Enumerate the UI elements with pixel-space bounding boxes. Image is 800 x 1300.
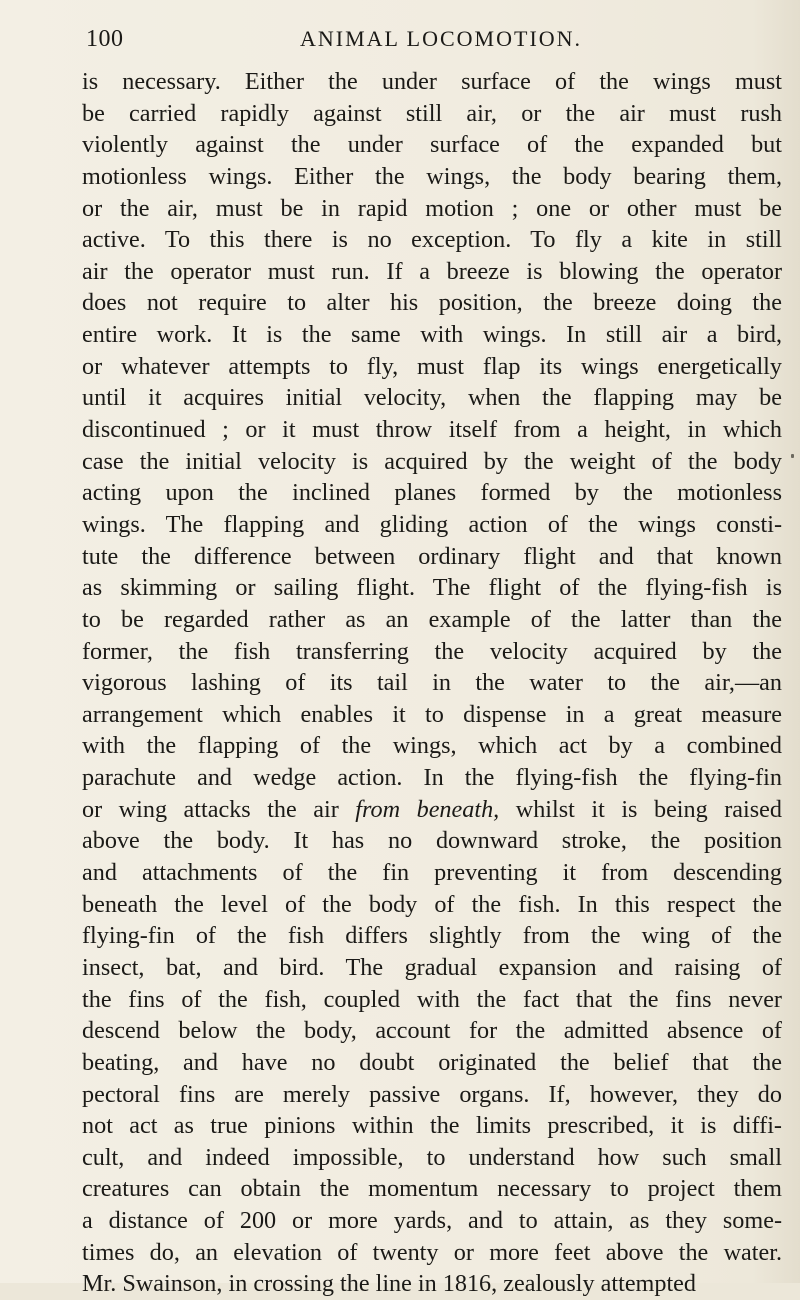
- text-line: pectoral fins are merely passive organs. If, however, they do: [82, 1080, 782, 1108]
- text-line: with the flapping of the wings, which act by a combined: [82, 732, 782, 760]
- text-line: air the operator must run. If a breeze is blowing the operator: [82, 257, 782, 285]
- text-fragment: whilst it is being raised: [499, 795, 782, 823]
- text-line: the fins of the fish, coupled with the fact that the fins never: [82, 985, 782, 1013]
- text-line: beneath the level of the body of the fish. In this respect the: [82, 890, 782, 918]
- text-line: or whatever attempts to fly, must flap its wings energetically: [82, 352, 782, 380]
- text-line: to be regarded rather as an example of the latter than the: [82, 605, 782, 633]
- text-line: flying-fin of the fish differs slightly from the wing of the: [82, 922, 782, 950]
- page-number: 100: [86, 26, 124, 52]
- text-line: a distance of 200 or more yards, and to attain, as they some-: [82, 1207, 782, 1235]
- text-line: discontinued ; or it must throw itself from a height, in which: [82, 416, 782, 444]
- text-line: times do, an elevation of twenty or more feet above the water.: [82, 1238, 782, 1266]
- running-title: ANIMAL LOCOMOTION.: [300, 26, 583, 51]
- text-line: or the air, must be in rapid motion ; one or other must be: [82, 194, 782, 222]
- margin-mark: [791, 454, 794, 458]
- text-line: until it acquires initial velocity, when the flapping may be: [82, 384, 782, 412]
- text-line: descend below the body, account for the admitted absence of: [82, 1017, 782, 1045]
- text-line: acting upon the inclined planes formed by the motionless: [82, 479, 782, 507]
- emphasis-text: from beneath,: [355, 795, 500, 823]
- text-line: arrangement which enables it to dispense in a great measure: [82, 700, 782, 728]
- text-line: entire work. It is the same with wings. In still air a bird,: [82, 321, 782, 349]
- text-line-with-emphasis: [82, 794, 782, 826]
- text-line: not act as true pinions within the limits prescribed, it is diffi-: [82, 1112, 782, 1140]
- text-line: above the body. It has no downward stroke, the position: [82, 827, 782, 855]
- text-line: Mr. Swainson, in crossing the line in 1816, zealously attempted: [82, 1270, 697, 1298]
- text-line: does not require to alter his position, the breeze doing the: [82, 289, 782, 317]
- text-line: creatures can obtain the momentum necessary to project them: [82, 1175, 782, 1203]
- text-line: beating, and have no doubt originated the belief that the: [82, 1048, 782, 1076]
- text-line: as skimming or sailing flight. The flight of the flying-fish is: [82, 574, 782, 602]
- text-line: parachute and wedge action. In the flying-fish the flying-fin: [82, 764, 782, 792]
- text-line: be carried rapidly against still air, or the air must rush: [82, 99, 782, 127]
- text-line: tute the difference between ordinary flight and that known: [82, 542, 782, 570]
- text-line: active. To this there is no exception. To fly a kite in still: [82, 226, 782, 254]
- page-header: [86, 22, 726, 56]
- text-line: cult, and indeed impossible, to understand how such small: [82, 1143, 782, 1171]
- text-line: and attachments of the fin preventing it from descending: [82, 859, 782, 887]
- text-line: wings. The flapping and gliding action of the wings consti-: [82, 510, 782, 538]
- text-line: motionless wings. Either the wings, the body bearing them,: [82, 162, 782, 190]
- text-fragment: or wing attacks the air: [82, 795, 356, 823]
- text-line: insect, bat, and bird. The gradual expansion and raising of: [82, 953, 782, 981]
- text-line: is necessary. Either the under surface of the wings must: [82, 68, 782, 95]
- body-text: [82, 66, 782, 1300]
- text-line: case the initial velocity is acquired by the weight of the body: [82, 447, 782, 475]
- text-line: former, the fish transferring the velocity acquired by the: [82, 637, 782, 665]
- text-line: violently against the under surface of the expanded but: [82, 131, 782, 159]
- text-line: vigorous lashing of its tail in the water to the air,—an: [82, 669, 782, 697]
